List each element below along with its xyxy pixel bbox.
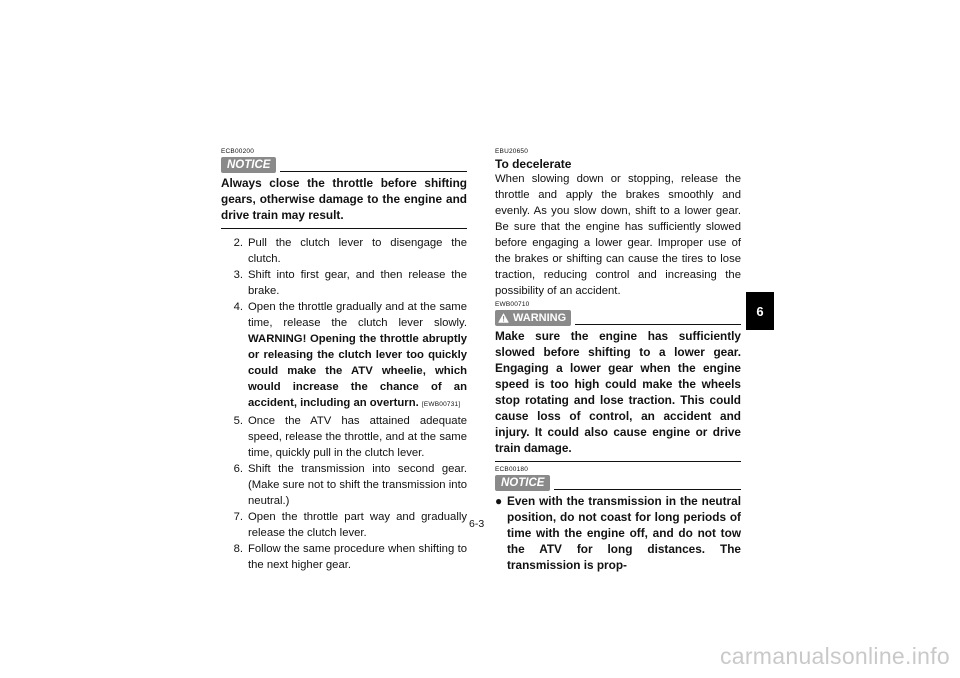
notice-rule (554, 489, 741, 490)
list-item (221, 509, 467, 541)
section-code: EBU20650 (495, 148, 529, 155)
watermark: carmanualsonline.info (719, 643, 950, 669)
step-number: 6. (233, 463, 243, 475)
step-text: Once the ATV has attained adequate speed, release the throttle, and at the same time, quickly pull in the clutch lever. (248, 415, 467, 459)
step-text: Follow the same procedure when shifting to the next higher gear. (248, 543, 467, 571)
left-column (221, 148, 467, 573)
procedure-steps (221, 235, 467, 573)
right-column (495, 148, 741, 573)
bullet-text: Even with the transmission in the neutral position, do not coast for long periods of time with the engine off, and do not tow the ATV for long distances. The transmission is prop- (507, 494, 741, 572)
warning-rule (575, 324, 741, 325)
list-item (221, 413, 467, 461)
step-text: Shift the transmission into second gear. (Make sure not to shift the transmission into neutral.) (248, 463, 467, 507)
notice-end-rule (221, 228, 467, 229)
warning-code: EWB00710 (495, 301, 530, 308)
step-text: Open the throttle gradually and at the same time, release the clutch lever slowly. (248, 301, 467, 329)
step-number: 3. (233, 269, 243, 281)
notice-header (495, 475, 741, 491)
step-text: Shift into first gear, and then release the brake. (248, 269, 467, 297)
section-heading: To decelerate (495, 157, 572, 171)
warning-end-rule (495, 461, 741, 462)
step-text: Open the throttle part way and gradually release the clutch lever. (248, 511, 467, 539)
list-item (221, 267, 467, 299)
warning-triangle-icon (498, 313, 509, 323)
chapter-tab: 6 (746, 292, 774, 330)
notice-code: ECB00180 (495, 466, 529, 473)
notice-text: Always close the throttle before shifting gears, otherwise damage to the engine and drive train may result. (221, 176, 467, 222)
bullet-item (495, 493, 741, 573)
notice-rule (280, 171, 467, 172)
notice-badge: NOTICE (495, 475, 550, 491)
list-item (221, 235, 467, 267)
warning-reference-code: [EWB00731] (421, 401, 461, 408)
notice-header (221, 157, 467, 173)
step-text: Pull the clutch lever to disengage the clutch. (248, 237, 467, 265)
step-number: 7. (233, 511, 243, 523)
list-item (221, 541, 467, 573)
list-item (221, 299, 467, 413)
warning-label: WARNING (513, 312, 567, 324)
step-number: 8. (233, 543, 243, 555)
warning-text: Make sure the engine has sufficiently slowed before shifting to a lower gear. Engaging a lower gear when the engine speed is too high could make the wheels stop rotating and lose traction. This could cause loss of control, an accident and injury. It could also cause engine or drive train damage. (495, 329, 741, 455)
page-number: 6-3 (469, 518, 485, 530)
inline-warning: WARNING! Opening the throttle abruptly or releasing the clutch lever too quickly could make the ATV wheelie, which would increase the chance of an accident, including an overturn. (248, 333, 467, 409)
list-item (221, 461, 467, 509)
step-body (248, 299, 467, 413)
warning-header (495, 310, 741, 326)
step-number: 4. (233, 301, 243, 313)
warning-badge (495, 310, 571, 326)
step-number: 2. (233, 237, 243, 249)
step-number: 5. (233, 415, 243, 427)
bullet-dot-icon: ● (495, 494, 503, 508)
notice-badge: NOTICE (221, 157, 276, 173)
section-paragraph: When slowing down or stopping, release the throttle and apply the brakes smoothly and evenly. As you slow down, shift to a lower gear. Be sure that the engine has sufficiently slowed before engaging a lower gear. Improper use of the brakes or shifting can cause the tires to lose traction, reducing control and increasing the possibility of an accident. (495, 173, 741, 297)
notice-code: ECB00200 (221, 148, 255, 155)
